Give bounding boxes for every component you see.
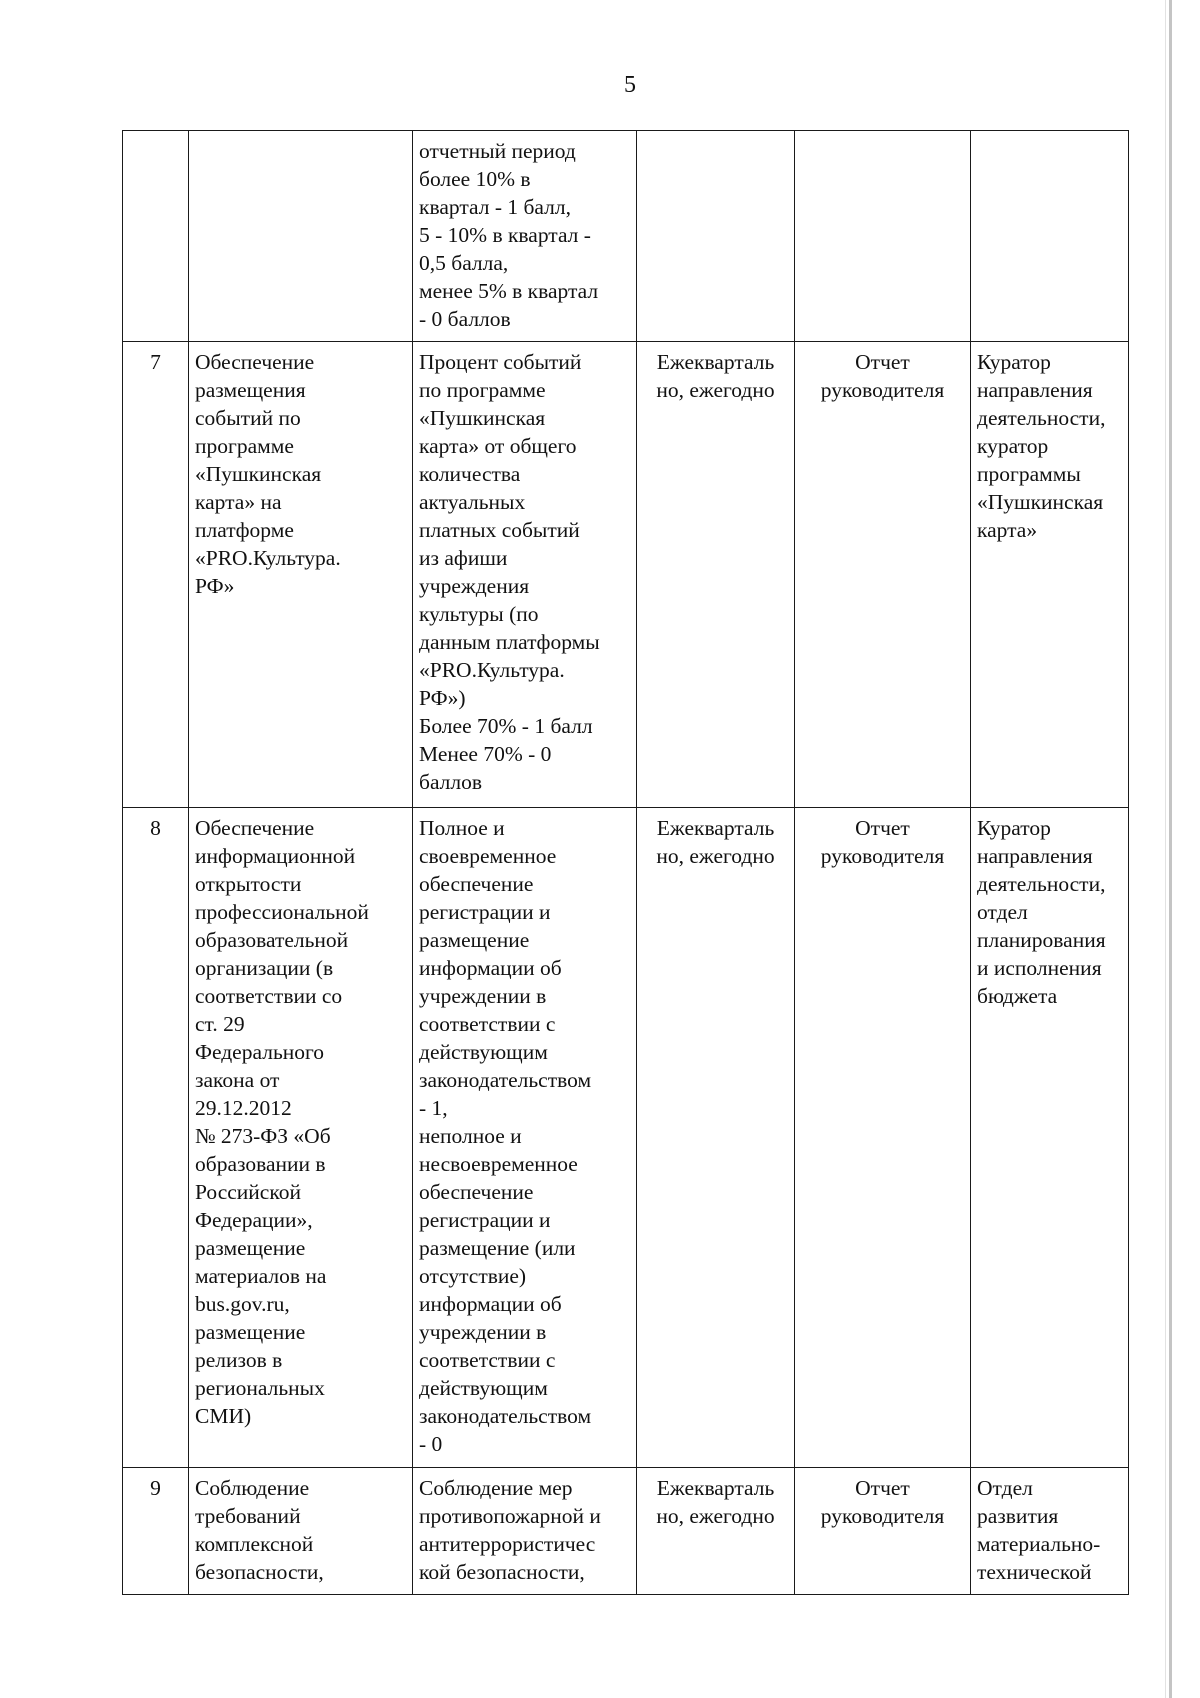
criteria-table: [122, 130, 1129, 1595]
table-row: [123, 808, 1129, 1468]
responsible-cell: Куратор направления деятельности, куратор программы «Пушкинская карта»: [971, 342, 1129, 808]
row-number-cell: 8: [123, 808, 189, 1468]
frequency-cell: Ежекварталь но, ежегодно: [637, 342, 795, 808]
table-row: [123, 1468, 1129, 1595]
responsible-cell: Куратор направления деятельности, отдел планирования и исполнения бюджета: [971, 808, 1129, 1468]
indicator-name-cell: Обеспечение информационной открытости профессиональной образовательной организации (в соответствии со ст. 29 Федерального закона от 29.12.2012 № 273-ФЗ «Об образовании в Российской Федерации», размещение материалов на bus.gov.ru, размещение релизов в региональных СМИ): [189, 808, 413, 1468]
report-form-cell: Отчет руководителя: [795, 342, 971, 808]
frequency-cell: Ежекварталь но, ежегодно: [637, 808, 795, 1468]
report-form-cell: [795, 131, 971, 342]
criterion-cell: Процент событий по программе «Пушкинская карта» от общего количества актуальных платных событий из афиши учреждения культуры (по данным платформы «PRO.Культура. РФ») Более 70% - 1 балл Менее 70% - 0 баллов: [413, 342, 637, 808]
row-number-cell: 9: [123, 1468, 189, 1595]
frequency-cell: [637, 131, 795, 342]
page-number: 5: [624, 72, 636, 98]
row-number-cell: [123, 131, 189, 342]
frequency-cell: Ежекварталь но, ежегодно: [637, 1468, 795, 1595]
responsible-cell: [971, 131, 1129, 342]
indicator-name-cell: Соблюдение требований комплексной безопасности,: [189, 1468, 413, 1595]
scan-edge-line: [1169, 0, 1172, 1698]
criterion-cell: отчетный период более 10% в квартал - 1 балл, 5 - 10% в квартал - 0,5 балла, менее 5% в квартал - 0 баллов: [413, 131, 637, 342]
table-row: [123, 131, 1129, 342]
report-form-cell: Отчет руководителя: [795, 1468, 971, 1595]
indicator-name-cell: [189, 131, 413, 342]
responsible-cell: Отдел развития материально- технической: [971, 1468, 1129, 1595]
indicator-name-cell: Обеспечение размещения событий по программе «Пушкинская карта» на платформе «PRO.Культура. РФ»: [189, 342, 413, 808]
scan-edge-line-inner: [1165, 0, 1166, 1698]
row-number-cell: 7: [123, 342, 189, 808]
table-row: [123, 342, 1129, 808]
report-form-cell: Отчет руководителя: [795, 808, 971, 1468]
criterion-cell: Полное и своевременное обеспечение регистрации и размещение информации об учреждении в соответствии с действующим законодательством - 1, неполное и несвоевременное обеспечение регистрации и размещение (или отсутствие) информации об учреждении в соответствии с действующим законодательством - 0: [413, 808, 637, 1468]
criterion-cell: Соблюдение мер противопожарной и антитеррористичес кой безопасности,: [413, 1468, 637, 1595]
